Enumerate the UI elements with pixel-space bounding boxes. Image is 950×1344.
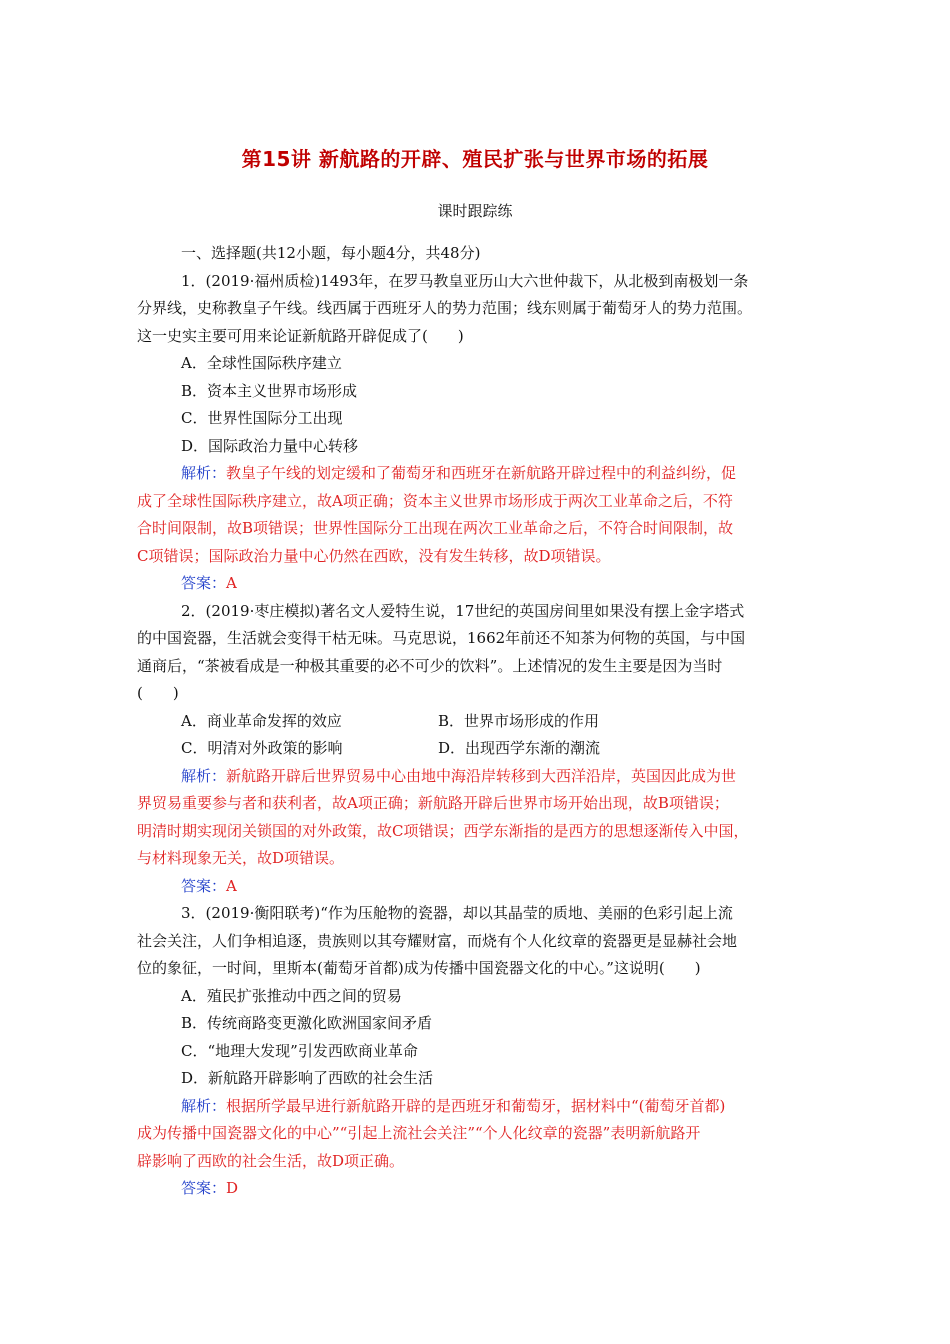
analysis-label: 解析： xyxy=(181,1096,227,1115)
document-body xyxy=(137,240,827,1203)
analysis-text: 教皇子午线的划定缓和了葡萄牙和西班牙在新航路开辟过程中的利益纠纷，促 xyxy=(226,464,737,482)
answer-value: A xyxy=(226,876,237,895)
question-stem-line: 3．(2019·衡阳联考)“作为压舱物的瓷器，却以其晶莹的质地、美丽的色彩引起上流 xyxy=(181,904,733,922)
page-title: 第15讲 新航路的开辟、殖民扩张与世界市场的拓展 xyxy=(241,147,709,171)
option-b: B．资本主义世界市场形成 xyxy=(181,381,358,400)
analysis-line: 与材料现象无关，故D项错误。 xyxy=(137,849,345,867)
question-3 xyxy=(137,900,827,1203)
analysis-line: 成了全球性国际秩序建立，故A项正确；资本主义世界市场形成于两次工业革命之后，不符 xyxy=(137,491,733,510)
answer-value: D xyxy=(226,1179,239,1197)
answer-label: 答案： xyxy=(181,1179,227,1197)
analysis-label: 解析： xyxy=(181,464,227,482)
analysis-line xyxy=(137,460,827,488)
option-a: A．商业革命发挥的效应 xyxy=(181,711,342,730)
analysis-text: 新航路开辟后世界贸易中心由地中海沿岸转移到大西洋沿岸，英国因此成为世 xyxy=(226,766,737,785)
question-stem-line: ( ) xyxy=(137,684,179,702)
option-row xyxy=(137,708,827,736)
question-stem-line: 的中国瓷器，生活就会变得干枯无味。马克思说，1662年前还不知茶为何物的英国，与中国 xyxy=(137,629,746,647)
answer-line xyxy=(137,570,827,598)
answer-value: A xyxy=(226,574,237,592)
option-a: A．殖民扩张推动中西之间的贸易 xyxy=(181,986,402,1005)
analysis-line: 成为传播中国瓷器文化的中心”“引起上流社会关注”“个人化纹章的瓷器”表明新航路开 xyxy=(137,1124,701,1142)
question-stem-line: 2．(2019·枣庄模拟)著名文人爱特生说，17世纪的英国房间里如果没有摆上金字塔式 xyxy=(181,601,745,620)
option-d: D．出现西学东渐的潮流 xyxy=(438,739,601,757)
analysis-line xyxy=(137,763,827,791)
option-c: C．明清对外政策的影响 xyxy=(181,739,343,757)
option-b: B．传统商路变更激化欧洲国家间矛盾 xyxy=(181,1014,433,1032)
analysis-text: 根据所学最早进行新航路开辟的是西班牙和葡萄牙，据材料中“(葡萄牙首都) xyxy=(226,1096,726,1115)
question-stem-line: 位的象征，一时间，里斯本(葡萄牙首都)成为传播中国瓷器文化的中心。”这说明( ) xyxy=(137,959,701,977)
question-2 xyxy=(137,598,827,901)
analysis-line: 界贸易重要参与者和获利者，故A项正确；新航路开辟后世界市场开始出现，故B项错误； xyxy=(137,794,729,812)
option-row xyxy=(137,735,827,763)
answer-line xyxy=(137,873,827,901)
question-stem-line: 通商后，“茶被看成是一种极其重要的必不可少的饮料”。上述情况的发生主要是因为当时 xyxy=(137,656,723,675)
option-d: D．新航路开辟影响了西欧的社会生活 xyxy=(181,1069,434,1087)
section-heading: 一、选择题(共12小题，每小题4分，共48分) xyxy=(181,244,481,262)
answer-label: 答案： xyxy=(181,876,227,895)
question-stem-line: 这一史实主要可用来论证新航路开辟促成了( ) xyxy=(137,326,464,345)
question-stem-line: 社会关注，人们争相追逐，贵族则以其夸耀财富，而烧有个人化纹章的瓷器更是显赫社会地 xyxy=(137,931,738,950)
analysis-line: 明清时期实现闭关锁国的对外政策，故C项错误；西学东渐指的是西方的思想逐渐传入中国， xyxy=(137,821,749,840)
option-c: C．世界性国际分工出现 xyxy=(181,409,343,427)
analysis-line: C项错误；国际政治力量中心仍然在西欧，没有发生转移，故D项错误。 xyxy=(137,546,611,565)
option-b: B．世界市场形成的作用 xyxy=(438,711,600,730)
answer-line xyxy=(137,1175,827,1203)
option-a: A．全球性国际秩序建立 xyxy=(181,354,342,372)
analysis-line: 合时间限制，故B项错误；世界性国际分工出现在两次工业革命之后，不符合时间限制，故 xyxy=(137,519,734,537)
question-stem-line: 1．(2019·福州质检)1493年，在罗马教皇亚历山大六世仲裁下，从北极到南极划一条 xyxy=(181,271,749,290)
analysis-line xyxy=(137,1093,827,1121)
question-1 xyxy=(137,268,827,598)
question-stem-line: 分界线，史称教皇子午线。线西属于西班牙人的势力范围；线东则属于葡萄牙人的势力范围。 xyxy=(137,299,753,317)
page-subtitle: 课时跟踪练 xyxy=(437,202,513,220)
analysis-line: 辟影响了西欧的社会生活，故D项正确。 xyxy=(137,1151,405,1170)
answer-label: 答案： xyxy=(181,574,227,592)
analysis-label: 解析： xyxy=(181,766,227,785)
option-d: D．国际政治力量中心转移 xyxy=(181,436,359,455)
option-c: C．“地理大发现”引发西欧商业革命 xyxy=(181,1041,418,1060)
